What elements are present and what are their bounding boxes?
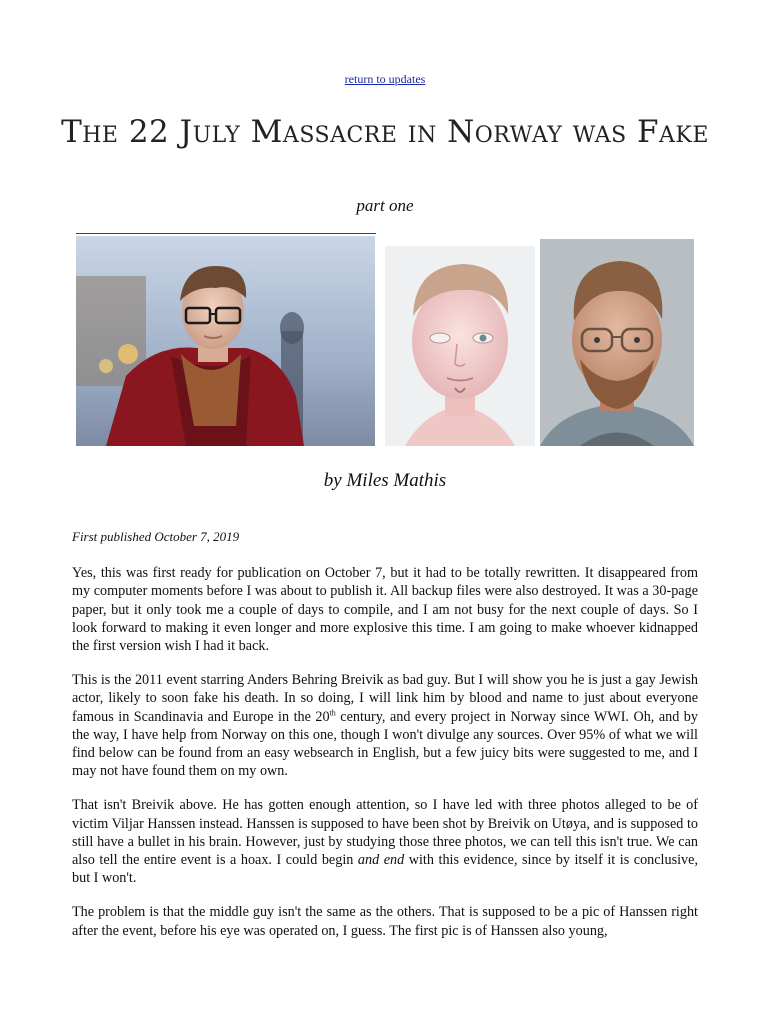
paragraph-3 — [72, 796, 698, 887]
photo-hanssen-closeup — [385, 246, 535, 446]
divider — [76, 233, 376, 234]
article-body — [72, 528, 698, 956]
return-nav — [0, 72, 770, 87]
byline: by Miles Mathis — [323, 470, 447, 491]
return-to-updates-link[interactable]: return to updates — [344, 72, 426, 86]
paragraph-1: Yes, this was first ready for publication on October 7, but it had to be totally rewritten. It disappeared from my computer moments before I was about to publish it. All backup files were also destroyed. It was a 30-page paper, but it only took me a couple of days to compile, and I am not busy for the next couple of days. So I look forward to making it even longer and more explosive this time. I am going to make whoever kidnapped the first version wish I had it back. — [72, 565, 698, 655]
paragraph-3-text-b: with this evidence, since by itself it is conclusive, but I won't. — [72, 852, 698, 887]
photo-hanssen-red-coat — [76, 236, 375, 446]
publish-date: First published October 7, 2019 — [72, 529, 240, 544]
article-subtitle: part one — [356, 196, 414, 215]
article-title: The 22 July Massacre in Norway was Fake — [61, 114, 709, 150]
paragraph-4: The problem is that the middle guy isn't the same as the others. That is supposed to be a pic of Hanssen right after the event, before his eye was operated on, I guess. The first pic is of Hanssen also young, — [72, 904, 698, 939]
paragraph-2-text-b: century, and every project in Norway since WWI. Oh, and by the way, I have help from Norway on this one, though I won't divulge any sources. Over 95% of what we will find below can be found from an easy websearch in English, but a few juicy bits were suggested to me, and I may not have found them on my own. — [72, 708, 698, 780]
paragraph-2-superscript: th — [329, 707, 336, 717]
paragraph-3-emphasis: and end — [357, 852, 405, 869]
paragraph-3-text-a: That isn't Breivik above. He has gotten enough attention, so I have led with three photos alleged to be of victim Viljar Hanssen instead. Hanssen is supposed to have been shot by Breivik on Utøya, and is supposed to still have a bullet in his brain. However, just by studying those three photos, we can tell this isn't true. We can also tell the entire event is a hoax. I could begin — [72, 797, 698, 869]
paragraph-2-text-a: This is the 2011 event starring Anders Behring Breivik as bad guy. But I will show you he is just a gay Jewish actor, likely to soon fake his death. In so doing, I will link him by blood and name to just about everyone famous in Scandinavia and Europe in the 20 — [72, 672, 698, 725]
paragraph-2 — [72, 671, 698, 780]
photo-hanssen-bearded — [540, 239, 694, 446]
